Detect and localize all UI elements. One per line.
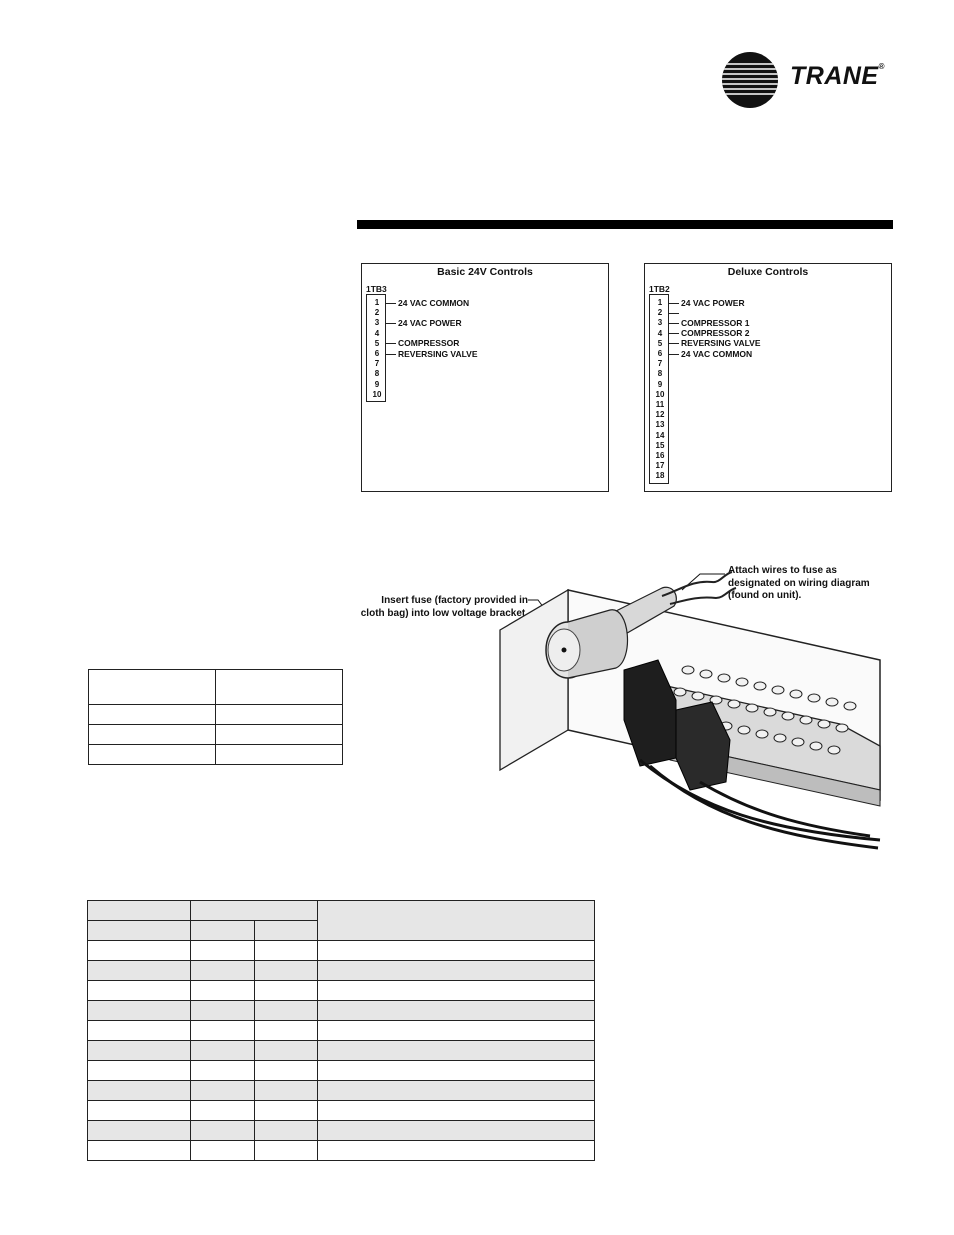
- table-cell: [89, 670, 216, 705]
- table-cell: [88, 901, 191, 921]
- terminal-number: 2: [374, 308, 380, 318]
- table-cell: [88, 1081, 191, 1101]
- table-cell: [88, 961, 191, 981]
- table-cell: [254, 921, 318, 941]
- terminal-number: 16: [655, 451, 665, 460]
- table-cell: [88, 1141, 191, 1161]
- terminal-lead: [669, 343, 679, 344]
- table-cell: [89, 725, 216, 745]
- terminal-label: 24 VAC COMMON: [398, 297, 470, 308]
- table-cell: [191, 1021, 255, 1041]
- table-cell: [88, 1121, 191, 1141]
- low-voltage-bracket-illustration: [340, 560, 900, 860]
- table-cell: [254, 941, 318, 961]
- table-row: [89, 745, 343, 765]
- table-cell: [318, 1081, 595, 1101]
- terminal-number: 4: [657, 328, 663, 338]
- deluxe-controls-title: Deluxe Controls: [727, 266, 809, 278]
- terminal-number: 6: [657, 349, 663, 358]
- table-cell: [88, 981, 191, 1001]
- table-cell: [254, 1121, 318, 1141]
- terminal-lead: [386, 343, 396, 344]
- table-cell: [216, 725, 343, 745]
- table-cell: [254, 1061, 318, 1081]
- table-cell: [254, 1081, 318, 1101]
- terminal-number: 10: [655, 389, 665, 399]
- terminal-number: 17: [655, 461, 665, 471]
- table-cell: [254, 1101, 318, 1121]
- terminal-lead: [669, 323, 679, 324]
- table-row: [88, 1021, 595, 1041]
- table-cell: [191, 1101, 255, 1121]
- table-cell: [191, 901, 318, 921]
- table-row: [88, 961, 595, 981]
- terminal-lead: [669, 333, 679, 334]
- terminal-number: 1: [374, 298, 380, 307]
- terminal-number: 1: [657, 298, 663, 307]
- table-cell: [191, 921, 255, 941]
- table-cell: [254, 1141, 318, 1161]
- terminal-lead: [386, 354, 396, 355]
- table-row: [88, 981, 595, 1001]
- table-cell: [318, 961, 595, 981]
- terminal-number: 5: [657, 338, 663, 348]
- terminal-number: 10: [372, 389, 382, 399]
- table-cell: [191, 1061, 255, 1081]
- terminal-label: 24 VAC POWER: [681, 297, 745, 308]
- table-row: [88, 1121, 595, 1141]
- table-cell: [318, 1061, 595, 1081]
- wires-callout: Attach wires to fuse as designated on wiring diagram (found on unit).: [728, 565, 870, 601]
- table-row: [88, 941, 595, 961]
- table-cell: [191, 1121, 255, 1141]
- table-cell: [318, 1141, 595, 1161]
- table-cell: [254, 1041, 318, 1061]
- terminal-lead: [669, 313, 679, 314]
- terminal-number: 3: [374, 318, 380, 328]
- table-cell: [216, 745, 343, 765]
- table-cell: [88, 1041, 191, 1061]
- terminal-number: 3: [657, 318, 663, 328]
- table-header-row: [89, 670, 343, 705]
- terminal-label: COMPRESSOR 1: [681, 317, 750, 328]
- terminal-lead: [386, 323, 396, 324]
- table-row: [89, 725, 343, 745]
- table-cell: [254, 1001, 318, 1021]
- table-cell: [88, 1101, 191, 1121]
- table-cell: [254, 981, 318, 1001]
- terminal-number: 7: [657, 359, 663, 369]
- terminal-label: COMPRESSOR: [398, 338, 460, 349]
- table-cell: [88, 1061, 191, 1081]
- terminal-number: 4: [374, 328, 380, 338]
- table-cell: [89, 705, 216, 725]
- terminal-label: 24 VAC POWER: [398, 317, 462, 328]
- table-cell: [318, 981, 595, 1001]
- table-cell: [318, 1121, 595, 1141]
- table-cell: [254, 961, 318, 981]
- table-cell: [191, 941, 255, 961]
- table-cell: [191, 1081, 255, 1101]
- terminal-number: 7: [374, 359, 380, 369]
- terminal-strip-label: 1TB2: [649, 284, 670, 294]
- table-cell: [318, 1021, 595, 1041]
- trane-globe-icon: [720, 50, 782, 110]
- table-cell: [191, 981, 255, 1001]
- fuse-callout: Insert fuse (factory provided in cloth bag) into low voltage bracket.: [360, 595, 528, 619]
- table-cell: [318, 1041, 595, 1061]
- table-cell: [318, 901, 595, 941]
- terminal-number: 14: [655, 430, 665, 440]
- basic-controls-title: Basic 24V Controls: [437, 266, 533, 278]
- table-row: [88, 1141, 595, 1161]
- table-cell: [216, 670, 343, 705]
- terminal-number: 18: [655, 471, 665, 481]
- table-cell: [191, 1041, 255, 1061]
- table-cell: [318, 1101, 595, 1121]
- trane-wordmark: TRANE®: [790, 62, 886, 90]
- table-cell: [88, 1001, 191, 1021]
- terminal-number: 8: [374, 369, 380, 379]
- terminal-label: 24 VAC COMMON: [681, 348, 753, 359]
- table-row: [88, 1081, 595, 1101]
- table-cell: [191, 961, 255, 981]
- terminal-number: 2: [657, 308, 663, 318]
- terminal-label: REVERSING VALVE: [398, 348, 478, 359]
- terminal-number: 9: [374, 379, 380, 389]
- terminal-number: 8: [657, 369, 663, 379]
- table-cell: [88, 1021, 191, 1041]
- terminal-number: 13: [655, 420, 665, 430]
- table-row: [88, 1041, 595, 1061]
- large-table: [87, 900, 595, 1161]
- terminal-number: 12: [655, 410, 665, 420]
- terminal-label: REVERSING VALVE: [681, 338, 761, 349]
- trane-logo: [720, 50, 900, 110]
- table-cell: [318, 941, 595, 961]
- bracket-side: [500, 590, 568, 770]
- terminal-lead: [669, 303, 679, 304]
- terminal-number: 11: [655, 400, 665, 409]
- small-table: [88, 669, 343, 765]
- table-cell: [254, 1021, 318, 1041]
- basic-controls-diagram: [361, 263, 609, 492]
- table-cell: [191, 1141, 255, 1161]
- table-row: [88, 1061, 595, 1081]
- table-cell: [88, 941, 191, 961]
- table-cell: [216, 705, 343, 725]
- fuse-wire: [662, 572, 732, 596]
- terminal-strip: [649, 294, 669, 484]
- terminal-strip-label: 1TB3: [366, 284, 387, 294]
- table-row: [89, 705, 343, 725]
- terminal-number: 6: [374, 349, 380, 358]
- deluxe-controls-diagram: [644, 263, 892, 492]
- table-cell: [191, 1001, 255, 1021]
- table-cell: [88, 921, 191, 941]
- terminal-number: 9: [657, 379, 663, 389]
- terminal-number: 5: [374, 338, 380, 348]
- terminal-number: 15: [655, 440, 665, 450]
- terminal-strip: [366, 294, 386, 402]
- fuse-wire: [670, 588, 736, 604]
- table-cell: [318, 1001, 595, 1021]
- table-row: [88, 1101, 595, 1121]
- table-row: [88, 1001, 595, 1021]
- terminal-lead: [669, 354, 679, 355]
- terminal-label: COMPRESSOR 2: [681, 328, 750, 339]
- table-cell: [89, 745, 216, 765]
- table-header-row: [88, 901, 595, 921]
- terminal-lead: [386, 303, 396, 304]
- section-header-bar: [357, 220, 893, 229]
